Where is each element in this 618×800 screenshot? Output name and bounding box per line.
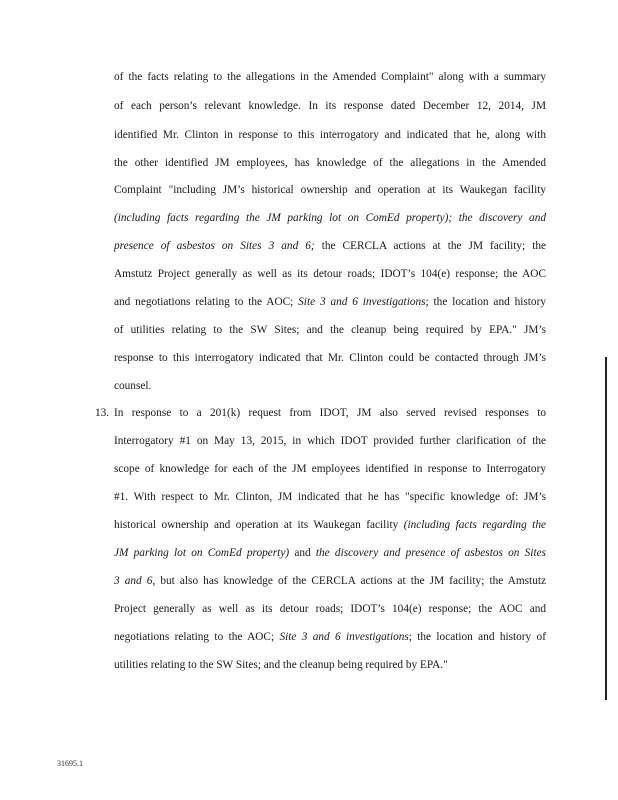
text-line: Interrogatory #1 on May 13, 2015, in which IDOT provided further clarification of the [114,435,546,447]
text-line-mixed: negotiations relating to the AOC; Site 3 and 6 investigations; the location and history of [114,631,546,643]
text-line: identified Mr. Clinton in response to this interrogatory and indicated that he, along with [114,129,546,141]
text-line: Project generally as well as its detour roads; IDOT’s 104(e) response; the AOC and [114,603,546,615]
text-line: scope of knowledge for each of the JM employees identified in response to Interrogatory [114,463,546,475]
text-line: Complaint "including JM’s historical ownership and operation at its Waukegan facility [114,184,546,196]
text-line-mixed: historical ownership and operation at its Waukegan facility (including facts regarding the [114,519,546,531]
text-line: counsel. [114,380,152,392]
text-line: Amstutz Project generally as well as its detour roads; IDOT’s 104(e) response; the AOC [114,268,546,280]
text-line: of the facts relating to the allegations in the Amended Complaint" along with a summary [114,71,546,83]
text-line-italic: (including facts regarding the JM parking lot on ComEd property); the discovery and [114,212,546,224]
italic-phrase: presence of asbestos on Sites 3 and 6; [114,240,315,252]
text-line: of utilities relating to the SW Sites; and the cleanup being required by EPA." JM’s [114,324,546,336]
italic-phrase: 3 and 6 [114,575,153,587]
italic-phrase: Site 3 and 6 investigations [298,296,426,308]
text-line-mixed: presence of asbestos on Sites 3 and 6; the CERCLA actions at the JM facility; the [114,240,546,252]
text-line: utilities relating to the SW Sites; and the cleanup being required by EPA." [114,659,448,671]
text-line: response to this interrogatory indicated that Mr. Clinton could be contacted through JM’s [114,352,546,364]
text-line: In response to a 201(k) request from IDOT, JM also served revised responses to [114,407,546,419]
text-line-mixed: JM parking lot on ComEd property) and the discovery and presence of asbestos on Sites [114,547,546,559]
margin-revision-bar [605,357,607,700]
paragraph-number: 13. [95,407,110,419]
text-line: #1. With respect to Mr. Clinton, JM indicated that he has "specific knowledge of: JM’s [114,491,546,503]
text-line-mixed: 3 and 6, but also has knowledge of the CERCLA actions at the JM facility; the Amstutz [114,575,546,587]
text-line-mixed: and negotiations relating to the AOC; Site 3 and 6 investigations; the location and history [114,296,546,308]
italic-phrase: (including facts regarding the [403,519,546,531]
italic-phrase: Site 3 and 6 investigations [279,631,409,643]
text-line: the other identified JM employees, has knowledge of the allegations in the Amended [114,157,546,169]
footer-doc-id: 31695.1 [57,759,83,768]
text-line: of each person’s relevant knowledge. In its response dated December 12, 2014, JM [114,100,546,112]
